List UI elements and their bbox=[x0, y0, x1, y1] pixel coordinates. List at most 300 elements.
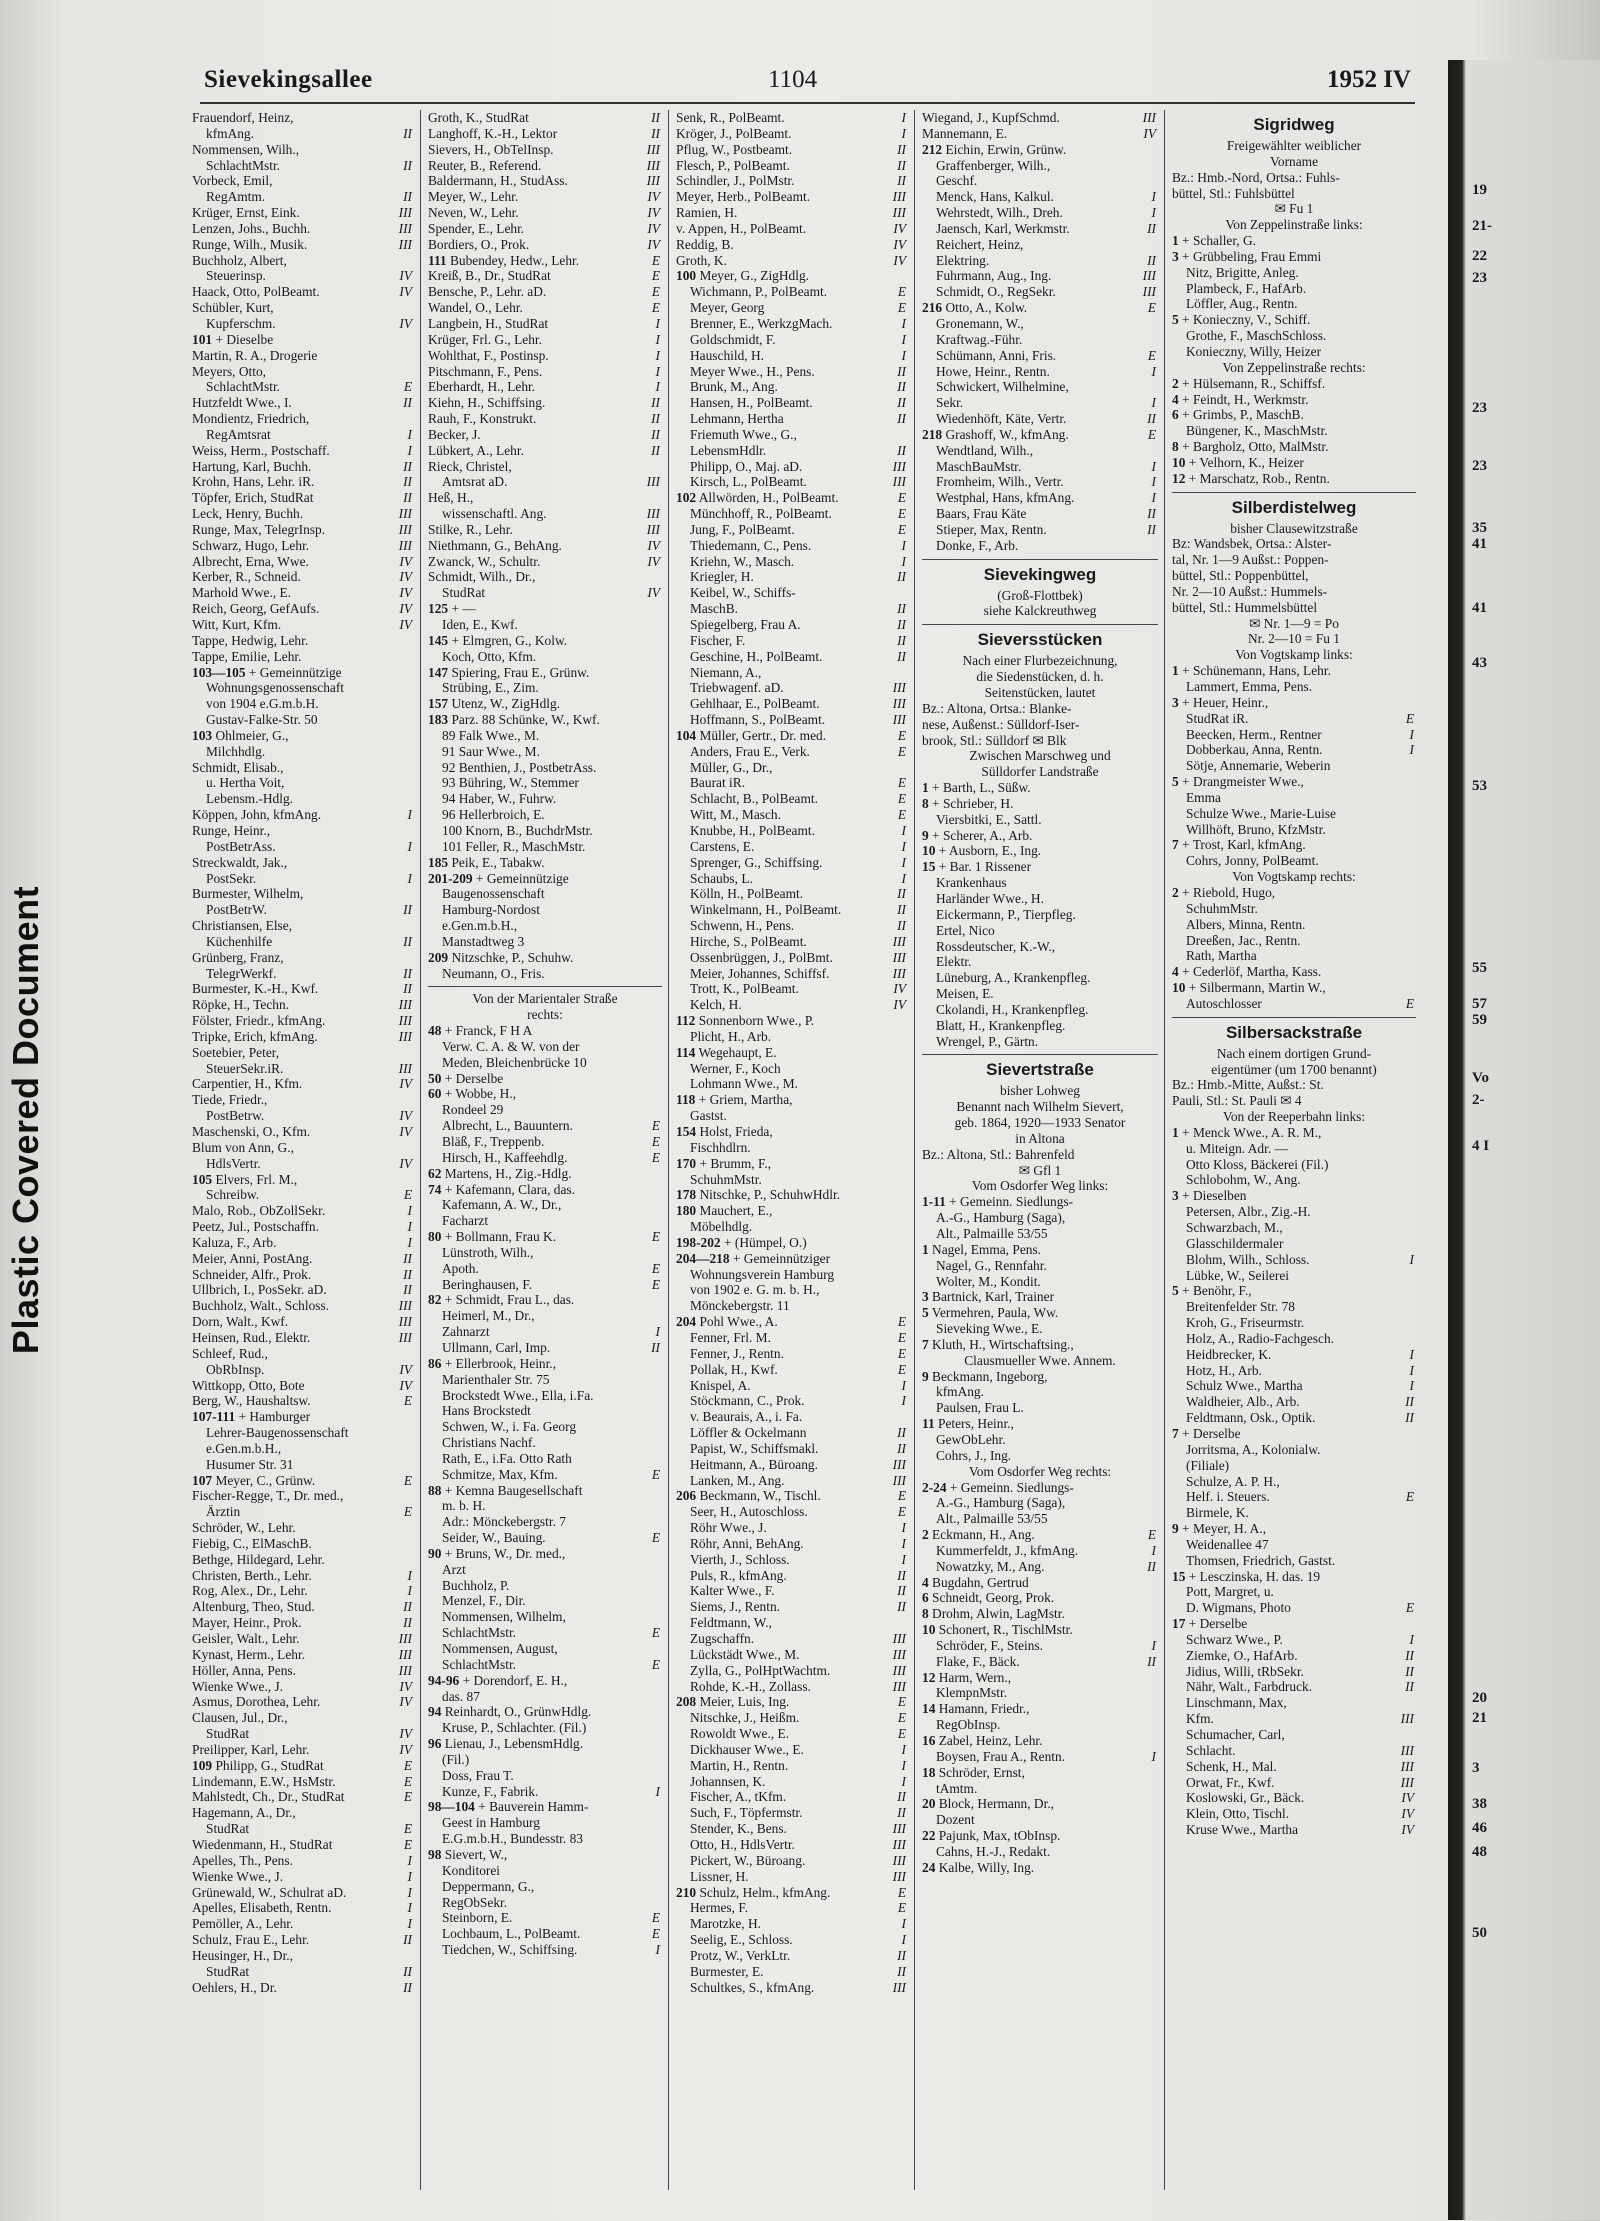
street-heading: Sievekingweg bbox=[983, 564, 1097, 584]
directory-entry: Schröder, W., Lehr. bbox=[192, 1520, 296, 1536]
floor-marker: II bbox=[897, 1425, 906, 1441]
directory-entry: Menck, Hans, Kalkul. I bbox=[936, 189, 1156, 205]
directory-entry: m. b. H. bbox=[442, 1498, 486, 1514]
directory-entry: Plicht, H., Arb. bbox=[690, 1028, 772, 1044]
directory-entry: Buchholz, P. bbox=[442, 1577, 510, 1593]
directory-entry: Willhöft, Bruno, KfzMstr. bbox=[1186, 821, 1326, 837]
directory-entry: Schulz, Frau E., Lehr. II bbox=[192, 1932, 412, 1948]
street-note: Freigewählter weiblicher bbox=[1226, 138, 1362, 153]
floor-marker: III bbox=[398, 1314, 412, 1330]
house-number-entry: 208 Meier, Luis, Ing. E bbox=[676, 1694, 906, 1710]
house-number-entry: 210 Schulz, Helm., kfmAng. E bbox=[676, 1884, 906, 1900]
floor-marker: IV bbox=[1401, 1806, 1414, 1822]
directory-entry: Leck, Henry, Buchh. III bbox=[192, 506, 412, 522]
floor-marker: III bbox=[646, 157, 660, 173]
directory-entry: Ossenbrüggen, J., PolBmt. III bbox=[690, 949, 906, 965]
directory-entry: Menzel, F., Dir. bbox=[442, 1593, 526, 1609]
street-note: Clausmueller Wwe. Annem. bbox=[964, 1352, 1116, 1368]
directory-entry: Gustav-Falke-Str. 50 bbox=[206, 712, 318, 728]
floor-marker: III bbox=[646, 521, 660, 537]
directory-entry: Schwickert, Wilhelmine, bbox=[936, 379, 1069, 395]
street-note: die Siedenstücken, d. h. bbox=[976, 669, 1104, 685]
directory-entry: Fenner, J., Rentn. E bbox=[690, 1345, 906, 1361]
directory-entry: Hans Brockstedt bbox=[442, 1403, 531, 1419]
directory-entry: Doss, Frau T. bbox=[442, 1767, 514, 1783]
directory-entry: Kruse Wwe., Martha IV bbox=[1186, 1822, 1414, 1838]
directory-entry: StudRat II bbox=[206, 1963, 412, 1979]
directory-entry: Fromheim, Wilh., Vertr. I bbox=[936, 474, 1156, 490]
directory-entry: A.-G., Hamburg (Saga), bbox=[936, 1210, 1066, 1226]
directory-entry: 89 Falk Wwe., M. bbox=[442, 727, 540, 743]
directory-entry: Blum von Ann, G., bbox=[192, 1139, 294, 1155]
directory-entry: Ullmann, Carl, Imp. II bbox=[442, 1339, 660, 1355]
floor-marker: I bbox=[901, 331, 906, 347]
directory-entry: Paulsen, Frau L. bbox=[936, 1400, 1024, 1416]
directory-entry: Zylla, G., PolHptWachtm. III bbox=[690, 1662, 906, 1678]
directory-entry: Wienke Wwe., J. IV bbox=[192, 1678, 412, 1694]
directory-entry: LebensmHdlr. II bbox=[690, 442, 906, 458]
street-note: Von der Marientaler Straße bbox=[472, 991, 618, 1007]
floor-marker: E bbox=[403, 1393, 412, 1409]
floor-marker: II bbox=[897, 1440, 906, 1456]
street-note: siehe Kalckreuthweg bbox=[983, 603, 1097, 619]
floor-marker: III bbox=[646, 474, 660, 490]
floor-marker: III bbox=[892, 1852, 906, 1868]
directory-entry: wissenschaftl. Ang. III bbox=[442, 506, 660, 522]
floor-marker: E bbox=[651, 1530, 660, 1546]
directory-entry: Konieczny, Willy, Heizer bbox=[1186, 343, 1322, 359]
floor-marker: II bbox=[403, 125, 412, 141]
directory-entry: Ullbrich, I., PosSekr. aD. II bbox=[192, 1282, 412, 1298]
floor-marker: E bbox=[897, 1726, 906, 1742]
directory-entry: Brunk, M., Ang. II bbox=[690, 379, 906, 395]
directory-entry: Zwanck, W., Schultr. IV bbox=[428, 553, 660, 569]
directory-entry: Nommensen, August, bbox=[442, 1641, 558, 1656]
edge-fragment: 41 bbox=[1472, 536, 1487, 552]
directory-entry: Spiegelberg, Frau A. II bbox=[690, 617, 906, 632]
directory-entry: Kaluza, F., Arb. I bbox=[192, 1234, 412, 1250]
street-note: Von der Reeperbahn links: bbox=[1222, 1109, 1366, 1125]
floor-marker: IV bbox=[647, 537, 660, 553]
directory-entry: 94 Haber, W., Fuhrw. bbox=[442, 791, 557, 807]
directory-entry: Kynast, Herm., Lehr. III bbox=[192, 1646, 412, 1662]
floor-marker: IV bbox=[399, 1155, 412, 1171]
street-heading: Sieversstücken bbox=[977, 630, 1103, 650]
floor-marker: IV bbox=[399, 553, 412, 569]
floor-marker: I bbox=[1409, 1362, 1414, 1378]
floor-marker: III bbox=[892, 1456, 906, 1472]
street-note: Von Vogtskamp rechts: bbox=[1232, 869, 1356, 885]
directory-entry: Feldtmann, W., bbox=[690, 1615, 772, 1631]
floor-marker: II bbox=[403, 157, 412, 173]
floor-marker: II bbox=[897, 173, 906, 189]
directory-entry: Goldschmidt, F. I bbox=[690, 331, 906, 347]
directory-entry: Pauli, Stl.: St. Pauli ✉ 4 bbox=[1172, 1093, 1302, 1109]
house-number-entry: 5 Vermehren, Paula, Ww. bbox=[922, 1305, 1059, 1321]
directory-entry: Lindemann, E.W., HsMstr. E bbox=[192, 1773, 412, 1789]
directory-entry: Christians Nachf. bbox=[442, 1435, 536, 1451]
directory-entry: Fölster, Friedr., kfmAng. III bbox=[192, 1013, 412, 1029]
directory-entry: Schreibw. E bbox=[206, 1187, 412, 1203]
floor-marker: I bbox=[655, 331, 660, 347]
floor-marker: E bbox=[403, 1821, 412, 1837]
directory-entry: TelegrWerkf. II bbox=[206, 965, 412, 981]
house-number-entry: 50 + Derselbe bbox=[428, 1070, 504, 1086]
floor-marker: E bbox=[897, 743, 906, 759]
directory-entry: Clausen, Jul., Dr., bbox=[192, 1710, 288, 1726]
directory-entry: Schulz Wwe., Martha I bbox=[1186, 1378, 1414, 1394]
street-note: eigentümer (um 1700 benannt) bbox=[1211, 1061, 1377, 1077]
directory-entry: Röhr, Anni, BehAng. I bbox=[690, 1535, 906, 1551]
floor-marker: II bbox=[897, 157, 906, 173]
directory-entry: Otto, H., HdlsVertr. III bbox=[690, 1836, 906, 1852]
directory-entry: Nr. 2—10 Außst.: Hummels- bbox=[1172, 583, 1328, 599]
directory-entry: Jaensch, Karl, Werkmstr. II bbox=[936, 220, 1156, 236]
directory-entry: Cohrs, Jonny, PolBeamt. bbox=[1186, 853, 1319, 869]
directory-entry: Baurat iR. E bbox=[690, 775, 906, 791]
edge-fragment: 59 bbox=[1472, 1012, 1487, 1028]
directory-entry: Schwenn, H., Pens. II bbox=[690, 918, 906, 934]
directory-entry: Koch, Otto, Kfm. bbox=[442, 648, 537, 664]
directory-entry: Beringhausen, F. E bbox=[442, 1276, 660, 1292]
floor-marker: IV bbox=[893, 981, 906, 997]
directory-entry: Burmester, Wilhelm, bbox=[192, 886, 304, 902]
directory-entry: Mönckebergstr. 11 bbox=[690, 1298, 790, 1314]
floor-marker: E bbox=[1147, 1527, 1156, 1543]
house-number-entry: 157 Utenz, W., ZigHdlg. bbox=[428, 696, 561, 712]
street-note: Seitenstücken, lautet bbox=[984, 685, 1096, 700]
directory-entry: RegAmtsrat I bbox=[206, 426, 412, 442]
directory-entry: Senk, R., PolBeamt. I bbox=[676, 110, 906, 125]
directory-entry: Apelles, Th., Pens. I bbox=[192, 1852, 412, 1868]
directory-entry: kfmAng. II bbox=[206, 125, 412, 141]
floor-marker: E bbox=[897, 521, 906, 537]
floor-marker: III bbox=[398, 236, 412, 252]
directory-entry: SchuhmMstr. bbox=[1186, 900, 1258, 916]
floor-marker: I bbox=[1151, 1748, 1156, 1764]
directory-entry: Müller, G., Dr., bbox=[690, 759, 773, 775]
directory-entry: Wendtland, Wilh., bbox=[936, 442, 1034, 458]
floor-marker: III bbox=[1400, 1742, 1414, 1758]
directory-entry: Deppermann, G., bbox=[442, 1878, 535, 1894]
directory-entry: Schmidt, Wilh., Dr., bbox=[428, 569, 536, 585]
directory-entry: Rowoldt Wwe., E. E bbox=[690, 1726, 906, 1742]
directory-entry: Lehrer-Baugenossenschaft bbox=[206, 1425, 349, 1441]
directory-entry: Pflug, W., Postbeamt. II bbox=[676, 141, 906, 157]
directory-entry: Bz.: Altona, Ortsa.: Blanke- bbox=[922, 700, 1072, 716]
edge-fragment: Vo bbox=[1472, 1070, 1489, 1086]
directory-entry: Heusinger, H., Dr., bbox=[192, 1947, 293, 1963]
directory-entry: Nagel, G., Rennfahr. bbox=[936, 1257, 1047, 1273]
directory-entry: Rog, Alex., Dr., Lehr. I bbox=[192, 1583, 412, 1599]
floor-marker: IV bbox=[647, 189, 660, 205]
directory-entry: Seelig, E., Schloss. I bbox=[690, 1932, 906, 1948]
directory-entry: Sievers, H., ObTelInsp. III bbox=[428, 141, 660, 157]
street-heading: Sievertstraße bbox=[986, 1060, 1094, 1080]
floor-marker: II bbox=[1405, 1679, 1414, 1695]
directory-entry: Sekr. I bbox=[936, 395, 1156, 411]
floor-marker: II bbox=[897, 442, 906, 458]
directory-entry: Neven, W., Lehr. IV bbox=[428, 205, 660, 221]
directory-entry: Christen, Berth., Lehr. I bbox=[192, 1567, 412, 1583]
directory-entry: u. Miteign. Adr. — bbox=[1186, 1140, 1288, 1156]
floor-marker: E bbox=[403, 1789, 412, 1805]
directory-entry: Otto Kloss, Bäckerei (Fil.) bbox=[1186, 1156, 1329, 1172]
directory-entry: Stieper, Max, Rentn. II bbox=[936, 521, 1156, 537]
floor-marker: E bbox=[897, 284, 906, 300]
directory-entry: Buchholz, Albert, bbox=[192, 252, 287, 268]
directory-entry: Heimerl, M., Dr., bbox=[442, 1308, 535, 1324]
house-number-entry: 7 + Derselbe bbox=[1172, 1425, 1241, 1441]
directory-entry: Carstens, E. I bbox=[690, 838, 906, 854]
edge-fragment: 35 bbox=[1472, 520, 1487, 536]
floor-marker: I bbox=[901, 822, 906, 838]
floor-marker: II bbox=[897, 1805, 906, 1821]
directory-entry: Glasschildermaler bbox=[1186, 1235, 1284, 1251]
directory-entry: Bensche, P., Lehr. aD. E bbox=[428, 284, 660, 300]
directory-entry: Schindler, J., PolMstr. II bbox=[676, 173, 906, 189]
directory-entry: Alt., Palmaille 53/55 bbox=[936, 1511, 1048, 1527]
directory-entry: Reich, Georg, GefAufs. IV bbox=[192, 601, 412, 617]
directory-entry: Vorbeck, Emil, bbox=[192, 173, 273, 189]
directory-entry: Albrecht, Erna, Wwe. IV bbox=[192, 553, 412, 569]
directory-entry: Nähr, Walt., Farbdruck. II bbox=[1186, 1679, 1414, 1695]
directory-entry: Ziemke, O., HafArb. II bbox=[1186, 1647, 1414, 1663]
floor-marker: E bbox=[897, 506, 906, 522]
directory-entry: SchlachtMstr. II bbox=[206, 157, 412, 173]
directory-entry: Runge, Max, TelegrInsp. III bbox=[192, 521, 412, 537]
house-number-entry: 3 Bartnick, Karl, Trainer bbox=[922, 1289, 1055, 1305]
floor-marker: I bbox=[655, 363, 660, 379]
directory-entry: MaschB. II bbox=[690, 601, 906, 617]
house-number-entry: 178 Nitschke, P., SchuhwHdlr. bbox=[676, 1187, 841, 1203]
directory-entry: Lammert, Emma, Pens. bbox=[1186, 679, 1313, 694]
directory-entry: Eickermann, P., Tierpfleg. bbox=[936, 906, 1076, 922]
directory-entry: Albrecht, L., Bauuntern. E bbox=[442, 1118, 660, 1134]
directory-entry: Bethge, Hildegard, Lehr. bbox=[192, 1551, 325, 1567]
house-number-entry: 7 Kluth, H., Wirtschaftsing., bbox=[922, 1336, 1074, 1352]
directory-entry: Stilke, R., Lehr. III bbox=[428, 521, 660, 537]
directory-entry: Hutzfeldt Wwe., I. II bbox=[192, 395, 412, 411]
directory-entry: 93 Bühring, W., Stemmer bbox=[442, 775, 579, 791]
floor-marker: III bbox=[1142, 110, 1156, 125]
directory-entry: Meier, Anni, PostAng. II bbox=[192, 1250, 412, 1266]
floor-marker: III bbox=[892, 680, 906, 696]
house-number-entry: 2 + Hülsemann, R., Schiffsf. bbox=[1172, 375, 1326, 391]
floor-marker: I bbox=[655, 347, 660, 363]
directory-entry: Buchholz, Walt., Schloss. III bbox=[192, 1298, 412, 1314]
floor-marker: I bbox=[1151, 189, 1156, 205]
floor-marker: II bbox=[897, 918, 906, 934]
directory-entry: Sieveking Wwe., E. bbox=[936, 1321, 1043, 1337]
directory-entry: Baldermann, H., StudAss. III bbox=[428, 173, 660, 189]
floor-marker: I bbox=[1409, 1631, 1414, 1647]
directory-entry: Meyer Wwe., H., Pens. II bbox=[690, 363, 906, 379]
floor-marker: I bbox=[901, 315, 906, 331]
directory-entry: Heitmann, A., Büroang. III bbox=[690, 1456, 906, 1472]
floor-marker: I bbox=[407, 1583, 412, 1599]
floor-marker: E bbox=[897, 1884, 906, 1900]
directory-entry: Flake, F., Bäck. II bbox=[936, 1653, 1156, 1669]
house-number-entry: 90 + Bruns, W., Dr. med., bbox=[428, 1545, 566, 1561]
house-number-entry: 2-24 + Gemeinn. Siedlungs- bbox=[922, 1479, 1074, 1495]
directory-entry: Schwarzbach, M., bbox=[1186, 1220, 1283, 1235]
directory-entry: StudRat iR. E bbox=[1186, 710, 1414, 726]
house-number-entry: 216 Otto, A., Kolw. E bbox=[922, 300, 1156, 316]
directory-entry: Flesch, P., PolBeamt. II bbox=[676, 157, 906, 173]
directory-entry: Gronemann, W., bbox=[936, 315, 1024, 331]
section-divider bbox=[1172, 1017, 1416, 1018]
house-number-entry: 114 Wegehaupt, E. bbox=[676, 1044, 777, 1060]
directory-entry: Meier, Johannes, Schiffsf. III bbox=[690, 965, 906, 981]
edition-year: 1952 IV bbox=[1326, 66, 1411, 93]
directory-entry: Berg, W., Haushaltsw. E bbox=[192, 1393, 412, 1409]
floor-marker: E bbox=[403, 1187, 412, 1203]
directory-entry: Thomsen, Friedrich, Gastst. bbox=[1186, 1552, 1336, 1568]
floor-marker: II bbox=[1147, 506, 1156, 522]
floor-marker: E bbox=[651, 1625, 660, 1641]
house-number-entry: 9 Beckmann, Ingeborg, bbox=[922, 1368, 1048, 1384]
floor-marker: IV bbox=[399, 617, 412, 632]
floor-marker: II bbox=[1147, 1558, 1156, 1574]
floor-marker: II bbox=[897, 601, 906, 617]
floor-marker: E bbox=[651, 252, 660, 268]
edge-fragment: 55 bbox=[1472, 960, 1487, 976]
directory-entry: Tappe, Emilie, Lehr. bbox=[192, 648, 302, 664]
house-number-entry: 109 Philipp, G., StudRat E bbox=[192, 1757, 412, 1773]
floor-marker: E bbox=[897, 1329, 906, 1345]
floor-marker: II bbox=[651, 411, 660, 427]
house-number-entry: 12 Harm, Wern., bbox=[922, 1669, 1012, 1685]
directory-entry: Rieck, Christel, bbox=[428, 458, 512, 474]
directory-entry: Knispel, A. I bbox=[690, 1377, 906, 1393]
directory-entry: Bordiers, O., Prok. IV bbox=[428, 236, 660, 252]
directory-entry: Röhr Wwe., J. I bbox=[690, 1520, 906, 1536]
directory-entry: Jidius, Willi, tRbSekr. II bbox=[1186, 1663, 1414, 1679]
directory-entry: Fischhdlrn. bbox=[690, 1139, 751, 1155]
edge-fragment: 3 bbox=[1472, 1760, 1480, 1776]
directory-entry: PostBetrw. IV bbox=[206, 1108, 412, 1124]
floor-marker: III bbox=[892, 205, 906, 221]
directory-entry: Protz, W., VerkLtr. II bbox=[690, 1947, 906, 1963]
house-number-entry: 3 + Dieselben bbox=[1172, 1188, 1247, 1204]
house-number-entry: 154 Holst, Frieda, bbox=[676, 1124, 773, 1139]
floor-marker: IV bbox=[399, 1124, 412, 1139]
directory-entry: Plambeck, F., HafArb. bbox=[1186, 280, 1307, 296]
floor-marker: E bbox=[651, 1276, 660, 1292]
directory-entry: Konditorei bbox=[442, 1862, 501, 1878]
street-note: Zwischen Marschweg und bbox=[969, 748, 1111, 764]
floor-marker: IV bbox=[399, 1726, 412, 1742]
directory-entry: Ärztin E bbox=[206, 1504, 412, 1520]
directory-entry: Ramien, H. III bbox=[676, 205, 906, 221]
directory-entry: Jorritsma, A., Kolonialw. bbox=[1186, 1441, 1321, 1457]
directory-entry: Elektr. bbox=[936, 954, 972, 970]
directory-entry: Wandel, O., Lehr. E bbox=[428, 300, 660, 316]
directory-entry: Höller, Anna, Pens. III bbox=[192, 1662, 412, 1678]
floor-marker: I bbox=[901, 1741, 906, 1757]
directory-entry: SchlachtMstr. E bbox=[442, 1625, 660, 1641]
floor-marker: E bbox=[1405, 1489, 1414, 1505]
directory-entry: Kirsch, L., PolBeamt. III bbox=[690, 474, 906, 490]
floor-marker: E bbox=[403, 1757, 412, 1773]
directory-entry: Koslowski, Gr., Bäck. IV bbox=[1186, 1790, 1414, 1806]
directory-entry: Apelles, Elisabeth, Rentn. I bbox=[192, 1900, 412, 1916]
column-3 bbox=[676, 110, 915, 2190]
floor-marker: I bbox=[901, 1520, 906, 1536]
street-note: ✉ Fu 1 bbox=[1274, 201, 1314, 217]
floor-marker: II bbox=[403, 474, 412, 490]
floor-marker: IV bbox=[647, 236, 660, 252]
street-note: Von Zeppelinstraße rechts: bbox=[1222, 359, 1366, 375]
floor-marker: III bbox=[892, 949, 906, 965]
floor-marker: E bbox=[651, 284, 660, 300]
house-number-entry: 98—104 + Bauverein Hamm- bbox=[428, 1799, 589, 1815]
house-number-entry: 102 Allwörden, H., PolBeamt. E bbox=[676, 490, 906, 506]
floor-marker: II bbox=[897, 411, 906, 427]
house-number-entry: 107-111 + Hamburger bbox=[192, 1409, 311, 1425]
directory-entry: Möbelhdlg. bbox=[690, 1219, 753, 1235]
floor-marker: II bbox=[897, 379, 906, 395]
floor-marker: III bbox=[892, 189, 906, 205]
directory-entry: von 1902 e. G. m. b. H., bbox=[690, 1282, 820, 1298]
directory-entry: Wohnungsverein Hamburg bbox=[690, 1266, 835, 1282]
floor-marker: II bbox=[403, 395, 412, 411]
directory-entry: Schultkes, S., kfmAng. III bbox=[690, 1979, 906, 1995]
floor-marker: E bbox=[651, 268, 660, 284]
directory-entry: Lübke, W., Seilerei bbox=[1186, 1267, 1290, 1283]
directory-entry: Stender, K., Bens. III bbox=[690, 1821, 906, 1837]
directory-entry: tal, Nr. 1—9 Außst.: Poppen- bbox=[1172, 552, 1329, 568]
floor-marker: E bbox=[651, 1229, 660, 1245]
directory-entry: Rossdeutscher, K.-W., bbox=[936, 938, 1056, 954]
directory-entry: 96 Hellerbroich, E. bbox=[442, 807, 545, 823]
floor-marker: IV bbox=[399, 1694, 412, 1710]
house-number-entry: 107 Meyer, C., Grünw. E bbox=[192, 1472, 412, 1488]
directory-entry: Baugenossenschaft bbox=[442, 886, 545, 902]
directory-entry: Maschenski, O., Kfm. IV bbox=[192, 1124, 412, 1139]
floor-marker: E bbox=[897, 1361, 906, 1377]
directory-entry: Mondientz, Friedrich, bbox=[192, 411, 310, 427]
house-number-entry: 180 Mauchert, E., bbox=[676, 1203, 773, 1219]
directory-entry: Groth, K., StudRat II bbox=[428, 110, 660, 125]
directory-entry: Witt, M., Masch. E bbox=[690, 807, 906, 823]
directory-entry: Heidbrecker, K. I bbox=[1186, 1346, 1414, 1362]
house-number-entry: 1 + Barth, L., Süßw. bbox=[922, 780, 1031, 796]
floor-marker: I bbox=[407, 870, 412, 886]
directory-entry: Wrengel, P., Gärtn. bbox=[936, 1033, 1039, 1049]
directory-entry: Kroh, G., Friseurmstr. bbox=[1186, 1315, 1305, 1331]
floor-marker: E bbox=[403, 1472, 412, 1488]
directory-entry: e.Gen.m.b.H., bbox=[442, 918, 518, 934]
directory-entry: Haack, Otto, PolBeamt. IV bbox=[192, 284, 412, 300]
directory-entry: Frauendorf, Heinz, bbox=[192, 110, 294, 125]
directory-entry: Winkelmann, H., PolBeamt. II bbox=[690, 902, 906, 918]
house-number-entry: 80 + Bollmann, Frau K. E bbox=[428, 1229, 660, 1245]
floor-marker: IV bbox=[893, 236, 906, 252]
floor-marker: I bbox=[1409, 1378, 1414, 1394]
directory-entry: Lübkert, A., Lehr. II bbox=[428, 442, 660, 458]
directory-entry: Birmele, K. bbox=[1186, 1505, 1249, 1521]
directory-entry: büttel, Stl.: Fuhlsbüttel bbox=[1172, 185, 1295, 201]
directory-entry: Wehrstedt, Wilh., Dreh. I bbox=[936, 205, 1156, 221]
directory-entry: Brenner, E., WerkzgMach. I bbox=[690, 315, 906, 331]
floor-marker: I bbox=[407, 1852, 412, 1868]
directory-entry: StudRat IV bbox=[442, 585, 660, 601]
edge-fragment: 48 bbox=[1472, 1844, 1487, 1860]
floor-marker: E bbox=[897, 807, 906, 823]
floor-marker: I bbox=[407, 1916, 412, 1932]
